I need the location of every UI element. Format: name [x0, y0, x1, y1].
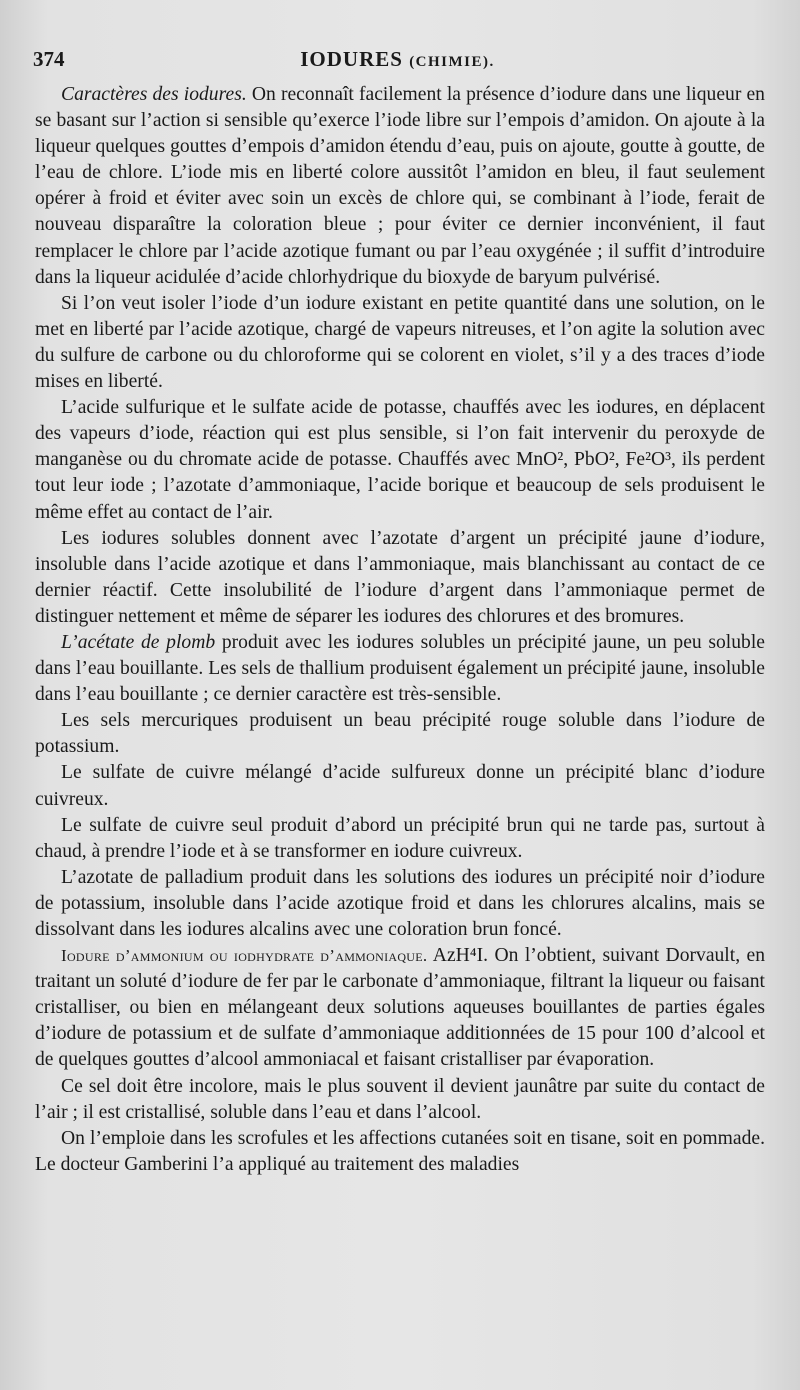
paragraph-text: Le sulfate de cuivre mélangé d’acide sulfureux donne un précipité blanc d’iodure cuivreux.	[35, 762, 765, 810]
paragraph	[35, 82, 765, 291]
paragraph-lead: L’acétate de plomb	[61, 631, 216, 653]
paragraph-text: On l’obtient, suivant Dorvault, en traitant un soluté d’iodure de fer par le carbonate d’ammoniaque, filtrant la liqueur ou faisant cristalliser, ou bien en mélangeant deux solutions aqueuses bouillantes de parties égales d’iodure de potassium et de sulfate d’ammoniaque additionnées de 15 pour 100 d’alcool et de quelques gouttes d’alcool ammoniacal et faisant cristalliser par évaporation.	[35, 945, 765, 1071]
paragraph	[35, 813, 765, 865]
paragraph	[35, 526, 765, 630]
paragraph	[35, 865, 765, 943]
paragraph-text: Les iodures solubles donnent avec l’azotate d’argent un précipité jaune d’iodure, insoluble dans l’acide azotique et dans l’ammoniaque, mais blanchissant au contact de ce dernier réactif. Cette insolubilité de l’iodure d’argent dans l’ammoniaque permet de distinguer nettement et même de séparer les iodures des chlorures et des bromures.	[35, 527, 765, 627]
chemical-formula: AzH⁴I.	[432, 945, 489, 967]
paragraph-text: L’acide sulfurique et le sulfate acide de potasse, chauffés avec les iodures, en déplacent des vapeurs d’iode, réaction qui est plus sensible, si l’on fait intervenir du peroxyde de manganèse ou du chromate acide de potasse. Chauffés avec MnO², PbO², Fe²O³, ils perdent tout leur iode ; l’azotate d’ammoniaque, l’acide borique et beaucoup de sels produisent le même effet au contact de l’air.	[35, 397, 765, 523]
paragraph	[35, 630, 765, 708]
paragraph-text: Si l’on veut isoler l’iode d’un iodure existant en petite quantité dans une solution, on le met en liberté par l’acide azotique, chargé de vapeurs nitreuses, et l’on agite la solution avec du sulfure de carbone ou du chloroforme qui se colorent en violet, s’il y a des traces d’iode mises en liberté.	[35, 292, 765, 393]
paragraph-text: Le sulfate de cuivre seul produit d’abord un précipité brun qui ne tarde pas, surtout à chaud, à prendre l’iode et à se transformer en iodure cuivreux.	[35, 814, 765, 862]
running-title	[33, 47, 762, 72]
section-heading: Iodure d’ammonium ou iodhydrate d’ammoniaque.	[61, 946, 428, 966]
paragraph	[35, 1126, 765, 1178]
paragraph-text: Les sels mercuriques produisent un beau précipité rouge soluble dans l’iodure de potassium.	[35, 710, 765, 758]
paragraph	[35, 1074, 765, 1126]
running-header	[33, 47, 762, 77]
body-text	[35, 82, 765, 1178]
paragraph	[35, 708, 765, 760]
paragraph	[35, 395, 765, 525]
page-number: 374	[33, 47, 65, 71]
paragraph-text: L’azotate de palladium produit dans les solutions des iodures un précipité noir d’iodure de potassium, insoluble dans l’acide azotique froid et dans les chlorures alcalins, mais se dissolvant dans les iodures alcalins avec une coloration brun foncé.	[35, 866, 765, 940]
paragraph-lead: Caractères des iodures.	[61, 84, 247, 105]
paragraph	[35, 291, 765, 395]
paragraph-text: Ce sel doit être incolore, mais le plus souvent il devient jaunâtre par suite du contact de l’air ; il est cristallisé, soluble dans l’eau et dans l’alcool.	[35, 1075, 765, 1123]
paragraph	[35, 760, 765, 812]
paragraph-text: On reconnaît facilement la présence d’iodure dans une liqueur en se basant sur l’action si sensible qu’exerce l’iode libre sur l’empois d’amidon. On ajoute à la liqueur quelques gouttes d’empois d’amidon étendu d’eau, puis on ajoute, goutte à goutte, de l’eau de chlore. L’iode mis en liberté colore aussitôt l’amidon en bleu, il faut seulement opérer à froid et éviter avec soin un excès de chlore qui, se combinant à l’iode, ferait de nouveau disparaître la coloration bleue ; pour éviter ce dernier inconvénient, il faut remplacer le chlore par l’acide azotique fumant ou par l’eau oxygénée ; il suffit d’introduire dans la liqueur acidulée d’acide chlorhydrique du bioxyde de baryum pulvérisé.	[35, 84, 765, 288]
running-title-sub: (CHIMIE).	[409, 54, 495, 70]
paragraph-text: On l’emploie dans les scrofules et les affections cutanées soit en tisane, soit en pommade. Le docteur Gamberini l’a appliqué au traitement des maladies	[35, 1127, 765, 1175]
running-title-main: IODURES	[300, 47, 403, 71]
paragraph-text: produit avec les iodures solubles un précipité jaune, un peu soluble dans l’eau bouillante. Les sels de thallium produisent également un précipité jaune, insoluble dans l’eau bouillante ; ce dernier caractère est très-sensible.	[35, 631, 765, 706]
paragraph	[35, 943, 765, 1073]
